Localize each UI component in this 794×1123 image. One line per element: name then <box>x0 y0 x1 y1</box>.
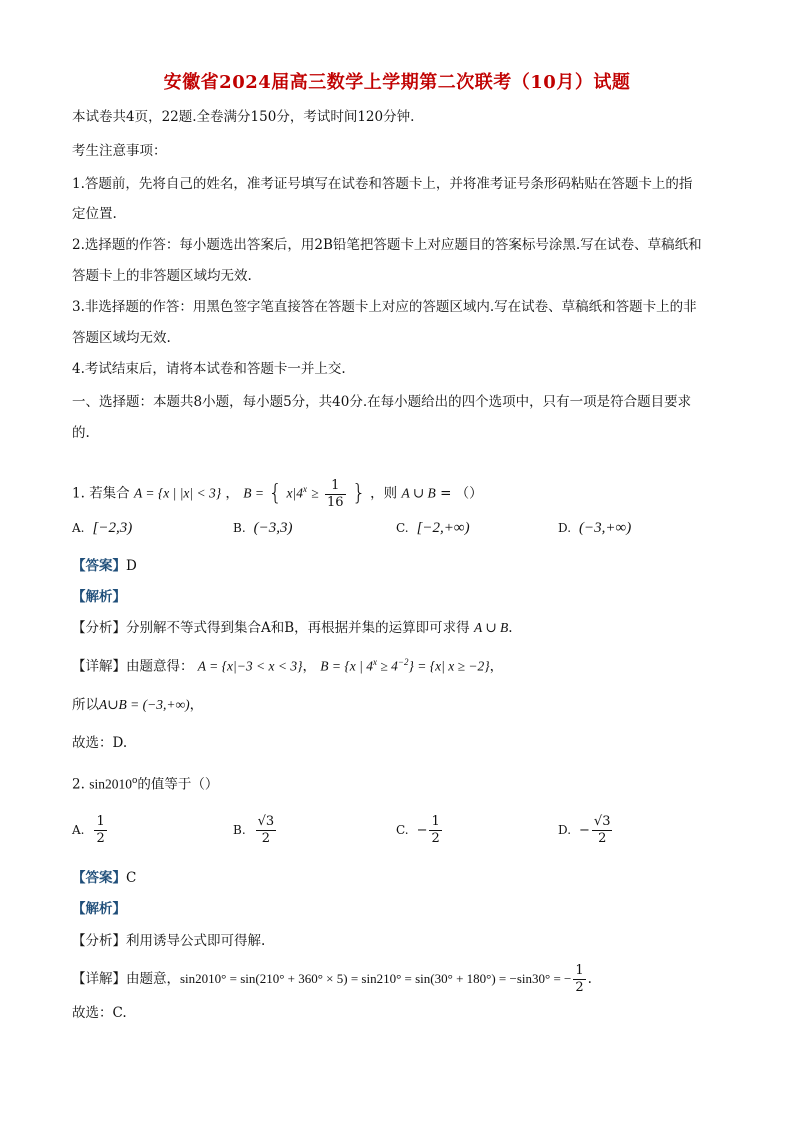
detail-result: } = {x| x ≥ −2} <box>408 658 490 674</box>
choose-value: C. <box>112 1005 127 1021</box>
set-b-left: B = <box>243 485 264 501</box>
q2-option-b <box>233 814 278 847</box>
q2-option-a <box>72 814 109 847</box>
choose-label: 故选： <box>72 735 113 751</box>
question-expr: sin2010 <box>89 776 132 792</box>
union-expr: A ∪ B <box>401 485 436 501</box>
q2-choose <box>72 1003 724 1023</box>
detail-tag: 【详解】 <box>72 658 126 675</box>
set-b-ge: ≥ <box>311 485 319 501</box>
option-label: B. <box>233 823 246 837</box>
fenxi-text: 分别解不等式得到集合A和B，再根据并集的运算即可求得 <box>126 620 470 636</box>
option-sign: − <box>416 823 428 838</box>
set-b-body: x|4 <box>286 485 303 501</box>
detail-set-b: B = {x | 4 <box>320 658 373 674</box>
analysis-tag: 【解析】 <box>72 589 126 605</box>
notice-item-4: 4.考试结束后，请将本试卷和答题卡一并上交. <box>72 361 346 377</box>
choose-label: 故选： <box>72 1005 113 1021</box>
detail-fraction <box>573 963 585 996</box>
option-sign: − <box>579 823 590 838</box>
fraction-denominator: 2 <box>431 831 440 846</box>
fenxi-tag: 【分析】 <box>72 933 126 949</box>
option-label: B. <box>233 521 246 535</box>
q1-choose <box>72 733 724 753</box>
notice-item-2a: 2.选择题的作答：每小题选出答案后，用2B铅笔把答题卡上对应题目的答案标号涂黑.写在试卷、草稿纸和 <box>72 237 702 253</box>
detail-exp-x: x <box>373 657 377 667</box>
fenxi-tag: 【分析】 <box>72 620 126 636</box>
set-b-exponent: x <box>303 484 307 494</box>
detail-end: . <box>587 971 592 987</box>
choose-value: D. <box>112 735 128 751</box>
detail-text: 由题意得： <box>126 658 194 675</box>
fraction-denominator: 2 <box>598 831 607 846</box>
option-label: D. <box>558 823 572 837</box>
fraction-numerator: 1 <box>431 814 440 829</box>
fraction-numerator: 1 <box>325 478 346 495</box>
answer-blank: = （） <box>440 485 483 502</box>
question-prompt: 的值等于（） <box>137 776 219 793</box>
so-text: 所以 <box>72 697 99 713</box>
option-label: C. <box>396 823 409 837</box>
brace-open-icon: { <box>268 481 283 506</box>
section-heading-a: 一、选择题：本题共8小题，每小题5分，共40分.在每小题给出的四个选项中，只有一项是符合题目要求 <box>72 394 692 410</box>
q2-analysis-heading <box>72 899 724 919</box>
q2-answer <box>72 868 724 888</box>
fenxi-end: . <box>508 620 513 636</box>
option-fraction <box>256 814 277 847</box>
so-expr: A∪B = (−3,+∞) <box>99 697 190 712</box>
page-title: 安徽省2024届高三数学上学期第二次联考（10月）试题 <box>163 72 631 93</box>
option-fraction <box>429 814 441 847</box>
analysis-tag: 【解析】 <box>72 901 126 917</box>
then-text: ，则 <box>370 485 398 502</box>
q1-answer <box>72 556 724 576</box>
answer-tag: 【答案】 <box>72 870 126 886</box>
option-value: [−2,3) <box>92 520 133 536</box>
answer-value: C <box>126 870 137 886</box>
question-number: 1. <box>72 485 85 502</box>
detail-set-a: A = {x|−3 < x < 3} <box>197 658 303 674</box>
fraction-numerator: 1 <box>96 814 105 829</box>
answer-tag: 【答案】 <box>72 558 126 574</box>
option-value: [−2,+∞) <box>416 520 470 536</box>
q1-option-c <box>396 520 470 537</box>
q1-option-d <box>558 520 631 537</box>
notice-item-3b: 答题区域均无效. <box>72 330 171 346</box>
notice-item-1b: 定位置. <box>72 206 117 222</box>
detail-end: ， <box>489 658 504 675</box>
intro-line: 本试卷共4页，22题.全卷满分150分，考试时间120分钟. <box>72 109 415 125</box>
option-value: (−3,+∞) <box>579 520 632 536</box>
q1-option-b <box>233 520 293 537</box>
option-label: A. <box>72 521 85 535</box>
detail-tag: 【详解】 <box>72 971 126 987</box>
notice-heading: 考生注意事项： <box>72 143 167 159</box>
q2-fenxi <box>72 931 724 951</box>
option-label: D. <box>558 521 572 535</box>
option-label: A. <box>72 823 85 837</box>
option-fraction <box>592 814 613 847</box>
detail-sep: ， <box>302 658 316 675</box>
fenxi-text: 利用诱导公式即可得解. <box>126 933 266 949</box>
detail-expr: sin2010° = sin(210° + 360° × 5) = sin210° = sin(30° + 180°) = −sin30° = − <box>180 971 572 986</box>
notice-item-2b: 答题卡上的非答题区域均无效. <box>72 268 252 284</box>
brace-close-icon: } <box>351 481 366 506</box>
question-number: 2. <box>72 776 85 793</box>
q1-fenxi <box>72 618 724 638</box>
separator: ， <box>225 485 239 502</box>
question-1 <box>72 472 724 511</box>
question-prompt: 若集合 <box>89 485 130 502</box>
q1-detail <box>72 652 724 677</box>
detail-exp-neg2: −2 <box>397 657 409 667</box>
fraction-numerator: √3 <box>593 814 611 829</box>
section-heading-b: 的. <box>72 425 90 441</box>
set-a: A = {x | |x| < 3} <box>133 485 222 501</box>
q2-option-d <box>558 814 614 847</box>
answer-value: D <box>126 558 137 574</box>
fraction-denominator: 2 <box>575 980 584 995</box>
fraction-denominator: 2 <box>261 831 271 846</box>
option-label: C. <box>396 521 409 535</box>
set-b-fraction <box>325 478 346 511</box>
q1-analysis-heading <box>72 587 724 607</box>
q2-option-c <box>396 814 444 847</box>
so-end: ， <box>189 697 204 713</box>
fraction-numerator: 1 <box>575 963 584 978</box>
notice-item-1a: 1.答题前，先将自己的姓名，准考证号填写在试卷和答题卡上，并将准考证号条形码粘贴在答题卡上的指 <box>72 176 693 192</box>
q1-option-a <box>72 520 132 537</box>
question-2 <box>72 771 724 795</box>
option-value: (−3,3) <box>253 520 293 536</box>
q1-conclusion <box>72 695 724 715</box>
notice-item-3a: 3.非选择题的作答：用黑色签字笔直接答在答题卡上对应的答题区域内.写在试卷、草稿纸和答题卡上的非 <box>72 299 697 315</box>
fenxi-expr: A ∪ B <box>473 620 509 635</box>
option-fraction <box>94 814 106 847</box>
fraction-denominator: 16 <box>327 494 344 510</box>
fraction-numerator: √3 <box>257 814 275 829</box>
detail-text: 由题意， <box>126 971 180 987</box>
detail-ge: ≥ 4 <box>377 658 398 674</box>
q2-detail <box>72 962 724 996</box>
degree-mark: o <box>131 776 138 786</box>
fraction-denominator: 2 <box>96 831 105 846</box>
